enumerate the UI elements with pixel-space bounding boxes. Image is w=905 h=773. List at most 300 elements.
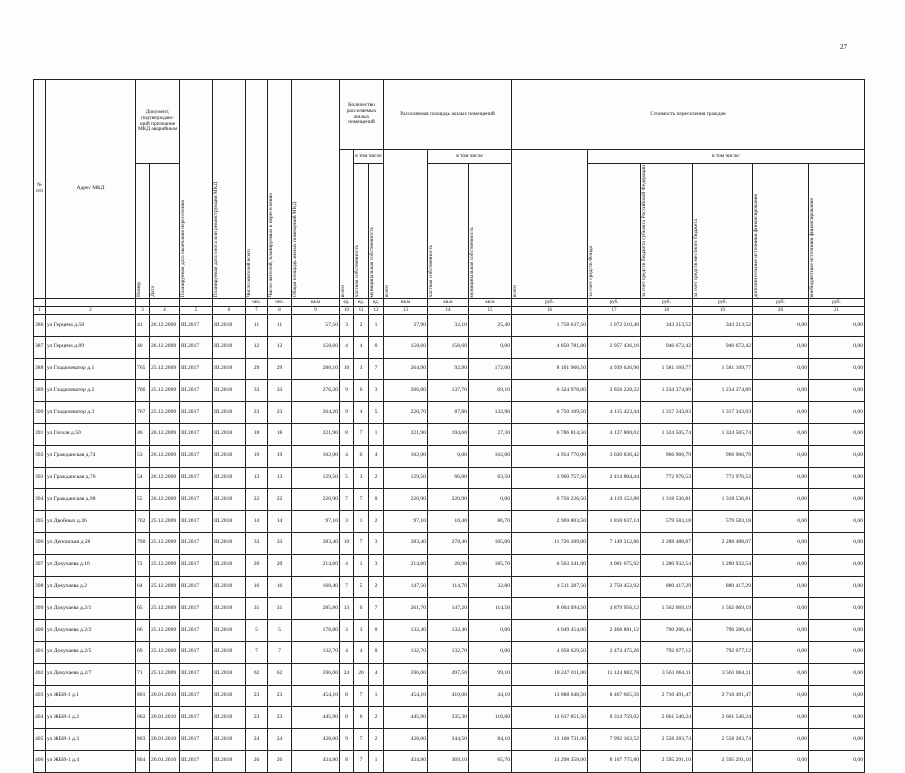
table-cell: III.2017 <box>180 620 213 642</box>
table-cell: 0,00 <box>753 598 809 620</box>
header-doc-number: Номер <box>136 282 142 298</box>
table-cell: 4 <box>340 641 354 663</box>
table-cell: 579 583,18 <box>641 511 693 533</box>
table-cell: 0,00 <box>809 641 865 663</box>
table-cell: 383,40 <box>384 533 428 555</box>
unit-cell-17: руб. <box>588 299 641 307</box>
table-cell: 221,90 <box>292 424 340 446</box>
table-cell: 410,00 <box>428 685 469 707</box>
table-cell: 4 939 626,96 <box>588 358 641 380</box>
table-cell: III.2018 <box>213 685 246 707</box>
table-cell: 7 <box>246 641 268 663</box>
table-cell: 369,10 <box>428 750 469 772</box>
header-local-budget: за счет средств местного бюджета <box>693 218 699 298</box>
header-planned-demolition-date: Планируемая дата сноса или реконструкции МКД <box>213 181 219 298</box>
table-cell: 4 <box>354 402 369 424</box>
table-cell: 40 <box>136 336 150 358</box>
table-cell: 3 <box>340 511 354 533</box>
table-cell: 3 020 836,42 <box>588 445 641 467</box>
table-row <box>34 380 865 402</box>
table-cell: 32,10 <box>428 315 469 337</box>
table-cell: 168,40 <box>292 576 340 598</box>
table-cell: III.2018 <box>213 620 246 642</box>
table-cell: III.2018 <box>213 445 246 467</box>
table-cell: 7 <box>354 424 369 446</box>
table-row <box>34 685 865 707</box>
table-cell: 23 <box>268 707 292 729</box>
table-cell: 25.12.2009 <box>150 380 180 402</box>
table-cell: 0,00 <box>469 641 512 663</box>
table-cell: 26.12.2009 <box>150 315 180 337</box>
table-cell: 16 <box>268 576 292 598</box>
table-cell: 11 726 289,00 <box>512 533 588 555</box>
table-cell: 790 286,44 <box>693 620 753 642</box>
address-cell: ул Гражданская д.74 <box>46 445 136 467</box>
table-row <box>34 707 865 729</box>
table-cell: 6 786 814,50 <box>512 424 588 446</box>
table-cell: 596,60 <box>292 663 340 685</box>
table-cell: 23 <box>246 685 268 707</box>
table-cell: 20 <box>246 554 268 576</box>
table-cell: 3 <box>369 533 384 555</box>
table-cell: 398 <box>34 576 46 598</box>
table-cell: 1 280 932,54 <box>693 554 753 576</box>
table-cell: III.2017 <box>180 489 213 511</box>
table-cell: 765 <box>136 358 150 380</box>
table-cell: 801 <box>136 685 150 707</box>
table-cell: 2 595 291,10 <box>641 750 693 772</box>
table-cell: 0,00 <box>753 707 809 729</box>
table-cell: 5 <box>246 620 268 642</box>
unit-cell-19: руб. <box>693 299 753 307</box>
table-cell: 6 324 978,00 <box>512 380 588 402</box>
table-cell: III.2017 <box>180 336 213 358</box>
address-cell: ул Гражданская д.98 <box>46 489 136 511</box>
table-cell: 0,00 <box>809 445 865 467</box>
table-cell: 132,90 <box>469 402 512 424</box>
table-cell: 428,60 <box>292 729 340 751</box>
table-cell: 454,10 <box>292 685 340 707</box>
table-cell: 23 <box>246 707 268 729</box>
header-fund-money: за счет средств Фонда <box>588 246 594 298</box>
table-cell: 405 <box>34 729 46 751</box>
table-cell: 7 <box>369 358 384 380</box>
table-cell: 1 758 637,50 <box>512 315 588 337</box>
table-cell: 335,30 <box>428 707 469 729</box>
table-cell: 0,00 <box>753 685 809 707</box>
table-row <box>34 315 865 337</box>
table-cell: III.2017 <box>180 533 213 555</box>
table-cell: III.2018 <box>213 511 246 533</box>
table-row <box>34 554 865 576</box>
table-cell: 33 <box>268 533 292 555</box>
table-cell: 26 <box>246 750 268 772</box>
table-cell: 1 <box>369 424 384 446</box>
table-cell: 63,50 <box>469 467 512 489</box>
table-cell: 0,00 <box>809 729 865 751</box>
table-cell: 29 <box>246 358 268 380</box>
address-cell: ул Гладилеватор д.1 <box>46 358 136 380</box>
header-rooms-in-that-number: в том числе <box>354 150 384 164</box>
table-cell: III.2017 <box>180 315 213 337</box>
table-cell: III.2018 <box>213 707 246 729</box>
table-cell: 0 <box>369 336 384 358</box>
table-cell: 428,60 <box>384 729 428 751</box>
table-cell: 2 414 804,44 <box>588 467 641 489</box>
table-cell: 8 <box>340 424 354 446</box>
table-cell: 10,40 <box>428 511 469 533</box>
table-cell: 0,00 <box>428 445 469 467</box>
table-cell: 2 <box>369 707 384 729</box>
table-cell: 0,00 <box>469 620 512 642</box>
table-cell: 803 <box>136 729 150 751</box>
table-cell: 3 <box>340 620 354 642</box>
table-cell: 66 <box>136 620 150 642</box>
table-cell: 19 <box>268 445 292 467</box>
table-cell: 4 <box>340 554 354 576</box>
table-cell: 0,00 <box>753 315 809 337</box>
address-cell: ул ЖБИ-1 д.4 <box>46 750 136 772</box>
table-cell: 344,50 <box>428 729 469 751</box>
table-cell: 0,00 <box>809 598 865 620</box>
table-cell: 55 <box>136 489 150 511</box>
table-cell: 8 004 094,50 <box>512 598 588 620</box>
table-cell: 4 119 152,88 <box>588 489 641 511</box>
table-cell: 11 <box>268 315 292 337</box>
table-cell: 0,00 <box>753 380 809 402</box>
table-cell: III.2017 <box>180 750 213 772</box>
table-cell: 790 286,44 <box>641 620 693 642</box>
column-number-cell-11: 11 <box>354 307 369 315</box>
address-cell: ул Двойных д.36 <box>46 511 136 533</box>
table-cell: 1 <box>369 315 384 337</box>
table-row <box>34 620 865 642</box>
column-number-cell-5: 5 <box>180 307 213 315</box>
table-cell: 5 <box>369 402 384 424</box>
table-cell: 396 <box>34 533 46 555</box>
table-cell: 6 756 226,50 <box>512 489 588 511</box>
table-cell: 25.12.2009 <box>150 620 180 642</box>
table-cell: III.2017 <box>180 511 213 533</box>
column-number-cell-1: 1 <box>34 307 46 315</box>
table-cell: 4 511 287,50 <box>512 576 588 598</box>
table-cell: 2 288 488,07 <box>693 533 753 555</box>
table-row <box>34 336 865 358</box>
table-cell: 46 <box>136 424 150 446</box>
table-cell: III.2017 <box>180 729 213 751</box>
table-cell: 1 581 169,77 <box>693 358 753 380</box>
table-cell: 4 954 770,00 <box>512 445 588 467</box>
column-number-cell-7: 7 <box>246 307 268 315</box>
header-residents-planned: Число жителей, планируемых к переселению <box>268 192 274 298</box>
table-row <box>34 533 865 555</box>
table-cell: 399 <box>34 598 46 620</box>
table-cell: III.2017 <box>180 467 213 489</box>
table-cell: 13 <box>268 467 292 489</box>
table-cell: 2 <box>369 576 384 598</box>
table-cell: 792 077,12 <box>693 641 753 663</box>
table-cell: 18 247 011,00 <box>512 663 588 685</box>
header-area-in-that-number: в том числе <box>428 150 512 164</box>
address-cell: ул Докучаева д.2 <box>46 576 136 598</box>
address-cell: ул Гоголя д.50 <box>46 424 136 446</box>
column-number-cell-15: 15 <box>469 307 512 315</box>
table-cell: 596,60 <box>384 663 428 685</box>
table-cell: 966 966,79 <box>641 445 693 467</box>
table-cell: 392 <box>34 445 46 467</box>
table-cell: 0,00 <box>809 402 865 424</box>
header-cost-group: Стоимость переселения граждан <box>512 80 865 150</box>
table-cell: 445,90 <box>292 707 340 729</box>
table-cell: 214,60 <box>384 554 428 576</box>
column-number-cell-14: 14 <box>428 307 469 315</box>
table-cell: 53 <box>136 445 150 467</box>
table-cell: 25.12.2009 <box>150 663 180 685</box>
table-cell: 406 <box>34 750 46 772</box>
table-cell: 65 <box>136 598 150 620</box>
table-cell: 194,60 <box>428 424 469 446</box>
table-cell: 25.12.2009 <box>150 641 180 663</box>
table-cell: 72 <box>136 554 150 576</box>
page-number: 27 <box>840 43 847 51</box>
table-cell: 0,00 <box>809 685 865 707</box>
table-cell: 19 <box>246 445 268 467</box>
table-cell: 386 <box>34 315 46 337</box>
unit-cell-11: ед. <box>354 299 369 307</box>
address-cell: ул Докучаева д.2/7 <box>46 663 136 685</box>
column-number-cell-21: 21 <box>809 307 865 315</box>
table-cell: 2 710 491,47 <box>693 685 753 707</box>
table-cell: 397 <box>34 554 46 576</box>
table-cell: 1 <box>369 685 384 707</box>
table-cell: III.2017 <box>180 707 213 729</box>
table-cell: 9 <box>340 402 354 424</box>
table-cell: 220,90 <box>428 489 469 511</box>
table-cell: III.2017 <box>180 402 213 424</box>
table-cell: 44,10 <box>469 685 512 707</box>
table-cell: 880 417,29 <box>641 576 693 598</box>
table-cell: 114,50 <box>469 598 512 620</box>
table-cell: 0,00 <box>809 424 865 446</box>
table-cell: 343 213,52 <box>693 315 753 337</box>
table-cell: 33 <box>246 380 268 402</box>
table-cell: 172,00 <box>469 358 512 380</box>
table-cell: 26.12.2009 <box>150 445 180 467</box>
table-cell: 132,70 <box>428 641 469 663</box>
table-cell: 4 115 423,44 <box>588 402 641 424</box>
table-cell: 5 <box>268 620 292 642</box>
table-cell: 2 957 436,16 <box>588 336 641 358</box>
table-cell: 1 318 536,81 <box>641 489 693 511</box>
table-cell: 12 <box>268 336 292 358</box>
table-cell: 1 810 637,14 <box>588 511 641 533</box>
table-cell: 129,50 <box>384 467 428 489</box>
table-cell: 3 856 228,22 <box>588 380 641 402</box>
header-num: № п/п <box>34 80 46 299</box>
table-cell: 0 <box>369 489 384 511</box>
table-cell: 132,70 <box>384 641 428 663</box>
table-cell: 220,70 <box>384 402 428 424</box>
unit-cell-3 <box>136 299 150 307</box>
table-row <box>34 489 865 511</box>
table-cell: III.2018 <box>213 489 246 511</box>
table-cell: 20 <box>268 554 292 576</box>
table-cell: 4 879 956,12 <box>588 598 641 620</box>
table-cell: 87,80 <box>428 402 469 424</box>
header-subject-budget: за счет средств бюджета субъекта Российской Федерации <box>641 165 647 298</box>
table-cell: 0,00 <box>753 489 809 511</box>
table-cell: 14 <box>268 511 292 533</box>
unit-cell-15: кв.м <box>469 299 512 307</box>
table-cell: 1 317 343,03 <box>641 402 693 424</box>
table-cell: 2 750 452,92 <box>588 576 641 598</box>
table-cell: 0,00 <box>753 424 809 446</box>
table-cell: 766 <box>136 380 150 402</box>
unit-cell-13: кв.м <box>384 299 428 307</box>
table-cell: 7 <box>354 533 369 555</box>
table-cell: 10 <box>340 358 354 380</box>
table-cell: III.2017 <box>180 445 213 467</box>
column-number-cell-10: 10 <box>340 307 354 315</box>
table-cell: 2 <box>369 729 384 751</box>
table-cell: 2 558 283,74 <box>641 729 693 751</box>
table-cell: 434,80 <box>292 750 340 772</box>
table-cell: 7 <box>340 489 354 511</box>
table-cell: 1 324 505,74 <box>693 424 753 446</box>
table-cell: 383,40 <box>292 533 340 555</box>
table-cell: 114,70 <box>428 576 469 598</box>
column-number-cell-4: 4 <box>150 307 180 315</box>
table-cell: III.2017 <box>180 424 213 446</box>
table-cell: 0,00 <box>809 750 865 772</box>
table-cell: 3 <box>369 554 384 576</box>
table-cell: 13 108 731,00 <box>512 729 588 751</box>
header-area-municipal: муниципальная собственность <box>469 226 475 298</box>
table-cell: 7 <box>268 641 292 663</box>
table-cell: 285,80 <box>292 598 340 620</box>
table-cell: 1 <box>354 511 369 533</box>
table-cell: 2 595 291,10 <box>693 750 753 772</box>
table-cell: 69 <box>136 641 150 663</box>
table-cell: 20.01.2010 <box>150 707 180 729</box>
header-address: Адрес МКД <box>46 80 136 299</box>
table-cell: 434,80 <box>384 750 428 772</box>
table-cell: 343 213,52 <box>641 315 693 337</box>
table-cell: 264,90 <box>384 358 428 380</box>
unit-cell-8: чел. <box>268 299 292 307</box>
table-cell: 25,40 <box>469 315 512 337</box>
header-rooms-municipal: муниципальная собственность <box>369 226 375 298</box>
table-cell: 772 976,53 <box>641 467 693 489</box>
column-number-cell-9: 9 <box>292 307 340 315</box>
table-row <box>34 424 865 446</box>
table-cell: 158,60 <box>292 336 340 358</box>
table-cell: 387 <box>34 336 46 358</box>
table-cell: 403 <box>34 685 46 707</box>
table-cell: III.2018 <box>213 663 246 685</box>
table-cell: 23 <box>268 685 292 707</box>
table-cell: 99,10 <box>469 663 512 685</box>
table-cell: 3 <box>354 358 369 380</box>
units-row <box>34 299 865 307</box>
unit-cell-7: чел. <box>246 299 268 307</box>
table-cell: III.2017 <box>180 598 213 620</box>
header-extrabudget-sources: внебюджетные источники финансирования <box>809 197 815 298</box>
table-cell: 221,90 <box>384 424 428 446</box>
table-cell: 0,00 <box>753 554 809 576</box>
table-cell: 7 <box>369 598 384 620</box>
table-cell: 8 <box>340 707 354 729</box>
table-cell: III.2017 <box>180 554 213 576</box>
table-row <box>34 598 865 620</box>
table-cell: 206,80 <box>384 380 428 402</box>
table-cell: 25.12.2009 <box>150 358 180 380</box>
table-cell: 2 288 488,07 <box>641 533 693 555</box>
column-number-cell-20: 20 <box>753 307 809 315</box>
table-cell: 0,00 <box>809 489 865 511</box>
table-cell: 767 <box>136 402 150 424</box>
table-cell: 6 <box>354 598 369 620</box>
address-cell: ул Герцена д.58 <box>46 315 136 337</box>
table-cell: 404 <box>34 707 46 729</box>
header-area-group: Расселяемая площадь жилых помещений <box>384 80 512 150</box>
table-row <box>34 750 865 772</box>
header-total-area: Общая площадь жилых помещений МКД <box>292 201 298 298</box>
table-cell: 0,00 <box>753 663 809 685</box>
table-cell: 2 <box>369 467 384 489</box>
table-cell: 0,00 <box>469 489 512 511</box>
table-cell: 214,60 <box>292 554 340 576</box>
table-row <box>34 402 865 424</box>
table-cell: 395 <box>34 511 46 533</box>
table-cell: III.2018 <box>213 380 246 402</box>
table-cell: 4 <box>354 336 369 358</box>
table-cell: 8 314 759,02 <box>588 707 641 729</box>
table-cell: 393 <box>34 467 46 489</box>
table-cell: 1 234 374,89 <box>641 380 693 402</box>
table-cell: 26.12.2009 <box>150 489 180 511</box>
table-cell: 185,70 <box>469 554 512 576</box>
table-cell: 762 <box>136 511 150 533</box>
column-number-cell-19: 19 <box>693 307 753 315</box>
unit-cell-4 <box>150 299 180 307</box>
header-doc-date: Дата <box>150 286 156 298</box>
address-cell: ул Гладилеватор д.2 <box>46 380 136 402</box>
address-cell: ул Докучаева д.16 <box>46 554 136 576</box>
table-cell: 1 562 069,19 <box>693 598 753 620</box>
column-number-cell-16: 16 <box>512 307 588 315</box>
table-cell: III.2018 <box>213 750 246 772</box>
table-cell: 4 137 800,02 <box>588 424 641 446</box>
table-cell: 162,00 <box>384 445 428 467</box>
table-cell: 162,00 <box>469 445 512 467</box>
table-cell: 0,00 <box>809 533 865 555</box>
table-cell: 400 <box>34 620 46 642</box>
table-cell: 288,10 <box>292 358 340 380</box>
table-cell: 13 637 851,50 <box>512 707 588 729</box>
table-cell: 0,00 <box>809 663 865 685</box>
header-document: Документ, подтверждаю-щий признание МКД аварийным <box>136 80 180 164</box>
unit-cell-14: кв.м <box>428 299 469 307</box>
table-cell: 2 558 283,74 <box>693 729 753 751</box>
table-cell: 97,10 <box>384 511 428 533</box>
table-cell: 37,90 <box>384 315 428 337</box>
table-cell: 1 562 069,19 <box>641 598 693 620</box>
table-cell: 26.12.2009 <box>150 424 180 446</box>
table-cell: 4 <box>340 336 354 358</box>
table-cell: 7 992 163,52 <box>588 729 641 751</box>
table-cell: 8 <box>340 750 354 772</box>
